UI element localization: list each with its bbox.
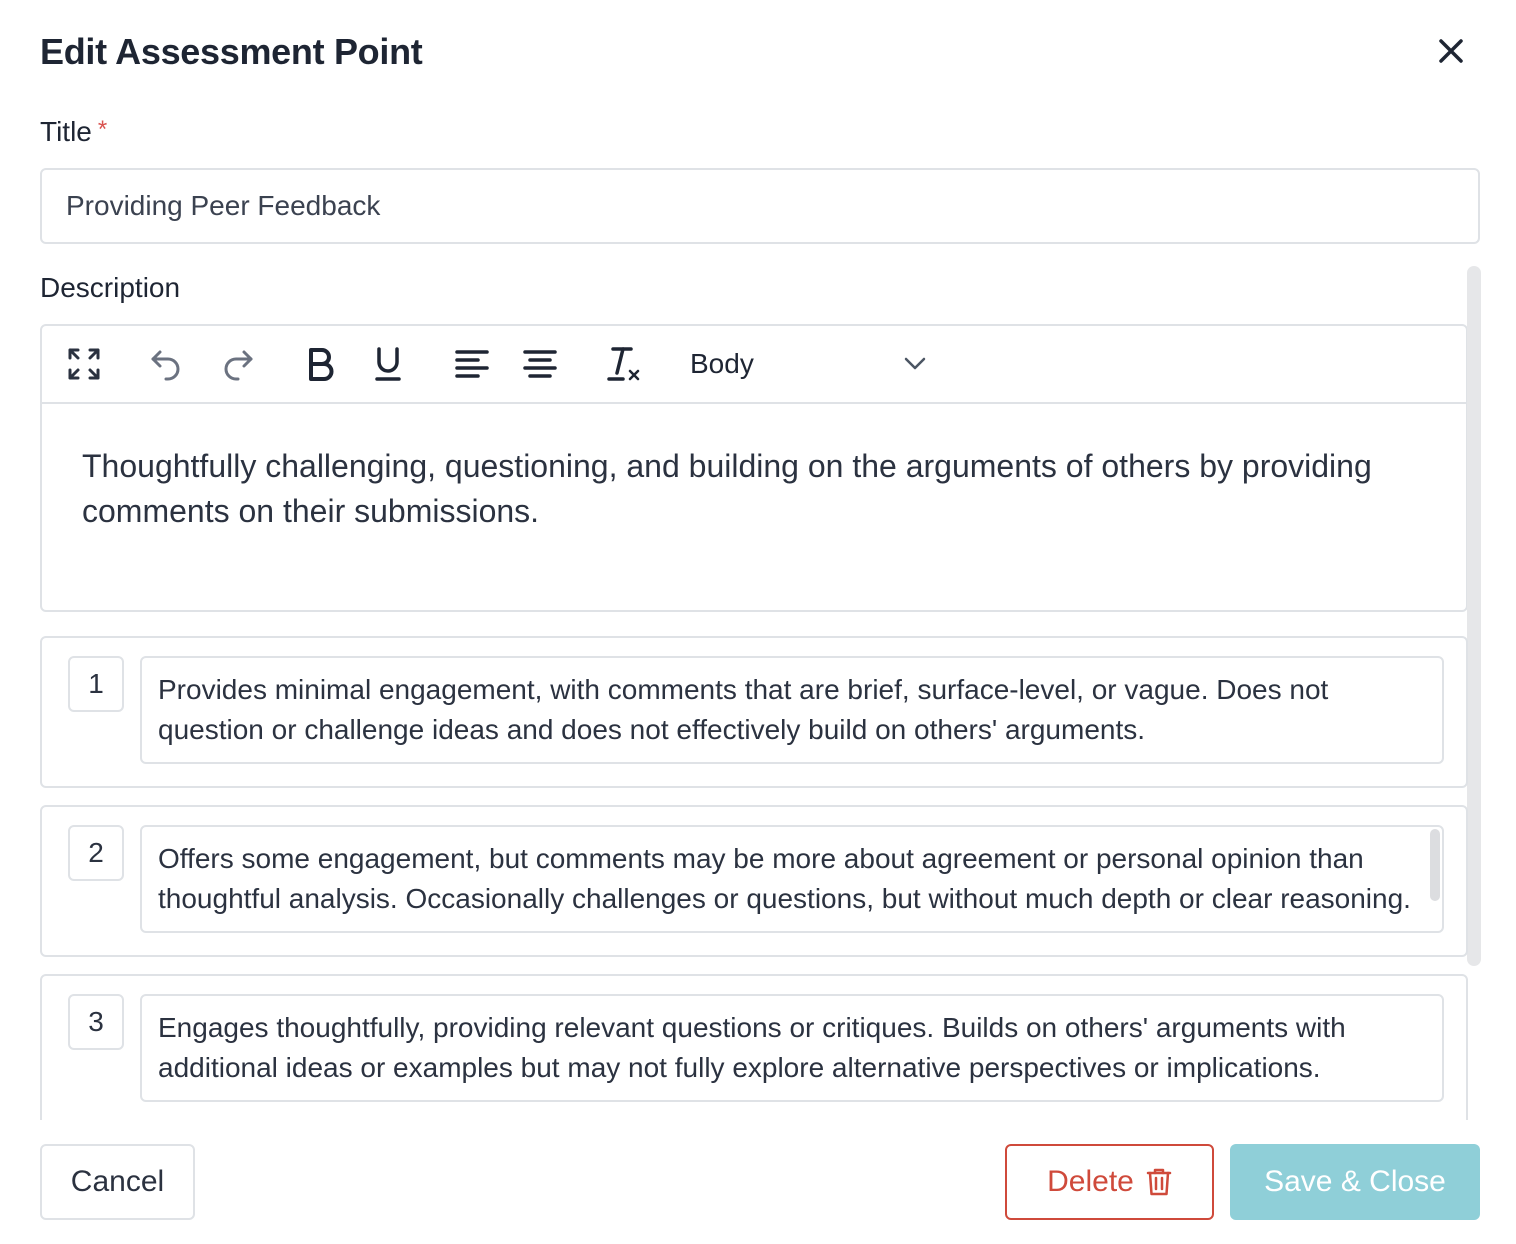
undo-button[interactable] [146, 344, 186, 384]
underline-icon [373, 346, 403, 382]
title-label-text: Title [40, 116, 92, 147]
underline-button[interactable] [368, 344, 408, 384]
redo-button[interactable] [218, 344, 258, 384]
bold-icon [305, 347, 335, 381]
save-close-button[interactable]: Save & Close [1230, 1144, 1480, 1220]
fullscreen-button[interactable] [64, 344, 104, 384]
redo-icon [220, 346, 256, 382]
fullscreen-icon [67, 347, 101, 381]
align-center-icon [522, 348, 558, 380]
text-style-value: Body [690, 348, 754, 379]
undo-icon [148, 346, 184, 382]
level-card [40, 974, 1468, 1120]
description-label: Description [40, 272, 181, 303]
align-left-icon [454, 348, 490, 380]
level-description-input[interactable] [140, 825, 1444, 933]
delete-button[interactable] [1005, 1144, 1214, 1220]
clear-format-icon [605, 345, 643, 383]
required-marker: * [97, 116, 108, 143]
dialog-header [40, 28, 1480, 76]
level-card [40, 805, 1468, 957]
dialog-title: Edit Assessment Point [40, 31, 423, 72]
chevron-down-icon [902, 350, 928, 376]
align-center-button[interactable] [520, 344, 560, 384]
level-number-input[interactable]: 1 [68, 656, 124, 712]
levels-list [40, 630, 1468, 1120]
close-button[interactable] [1436, 36, 1466, 66]
clear-format-button[interactable] [604, 344, 644, 384]
rich-text-editor [40, 324, 1468, 612]
level-number-input[interactable]: 3 [68, 994, 124, 1050]
title-input[interactable] [40, 168, 1480, 244]
level-card [40, 636, 1468, 788]
dialog-scrollbar[interactable] [1467, 266, 1481, 966]
editor-toolbar [42, 326, 1466, 404]
bold-button[interactable] [300, 344, 340, 384]
cancel-button[interactable]: Cancel [40, 1144, 195, 1220]
title-label [40, 114, 107, 150]
level-number-input[interactable]: 2 [68, 825, 124, 881]
level-text-scrollbar[interactable] [1430, 829, 1440, 901]
align-left-button[interactable] [452, 344, 492, 384]
text-style-select[interactable] [688, 340, 928, 388]
close-icon [1436, 36, 1466, 66]
level-description-text: Offers some engagement, but comments may be more about agreement or personal opinion than thoughtful analysis. Occasionally challenges or questions, but without much depth or clear reasoning. [158, 843, 1411, 914]
level-description-input[interactable]: Provides minimal engagement, with comments that are brief, surface-level, or vague. Does not question or challenge ideas and does not effectively build on others' arguments. [140, 656, 1444, 764]
level-description-input[interactable]: Engages thoughtfully, providing relevant questions or critiques. Builds on others' arguments with additional ideas or examples but may not fully explore alternative perspectives or implications. [140, 994, 1444, 1102]
trash-icon [1146, 1167, 1172, 1197]
delete-button-label: Delete [1047, 1165, 1134, 1198]
editor-content[interactable]: Thoughtfully challenging, questioning, and building on the arguments of others by providing comments on their submissions. [82, 448, 1372, 529]
